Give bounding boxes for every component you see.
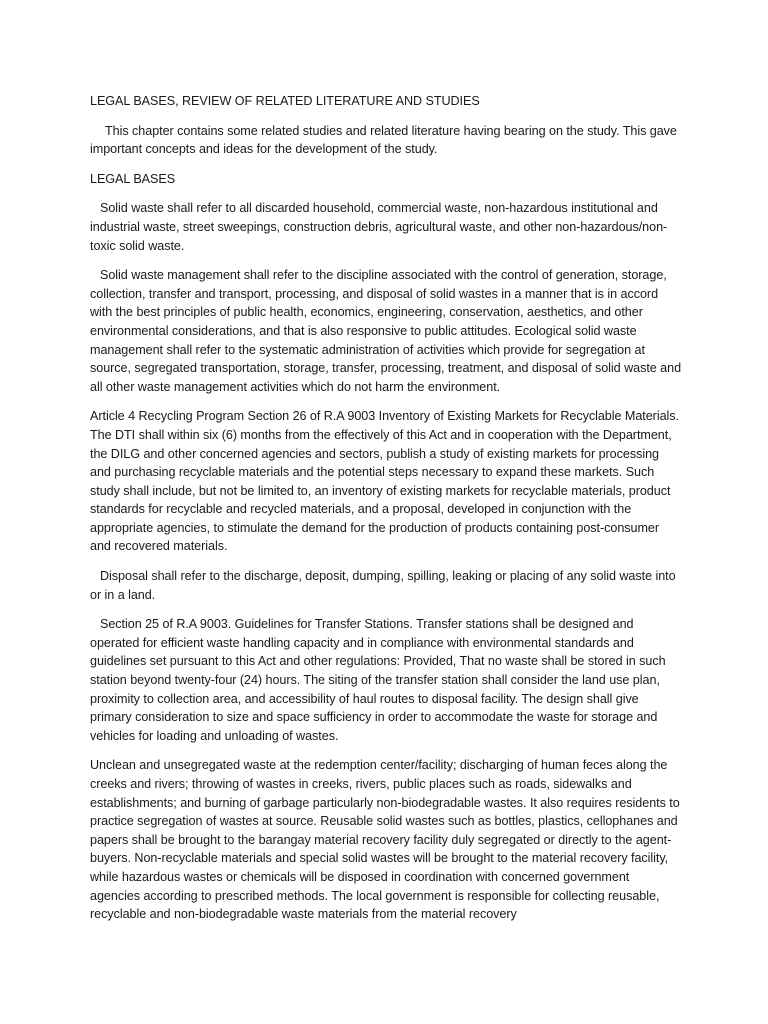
- section-heading-legal-bases: LEGAL BASES: [90, 171, 176, 186]
- paragraph-section-25-transfer-stations: Section 25 of R.A 9003. Guidelines for Transfer Stations. Transfer stations shall be designed and operated for efficient waste handling capacity and in compliance with environmental standards and guidelines set pursuant to this Act and other regulations: Provided, That no waste shall be stored in such station beyond twenty-four (24) hours. The siting of the transfer station shall consider the land use plan, proximity to collection area, and accessibility of haul routes to disposal facility. The design shall give primary consideration to size and space sufficiency in order to accommodate the waste for storage and vehicles for loading and unloading of wastes.: [90, 617, 666, 743]
- chapter-title: LEGAL BASES, REVIEW OF RELATED LITERATURE AND STUDIES: [90, 94, 480, 108]
- paragraph-solid-waste-management: Solid waste management shall refer to the discipline associated with the control of generation, storage, collection, transfer and transport, processing, and disposal of solid wastes in a manner that is in accord with the best principles of public health, economics, engineering, conservation, aesthetics, and other environmental considerations, and that is also responsive to public attitudes. Ecological solid waste management shall refer to the systematic administration of activities which provide for segregation at source, segregated transportation, storage, transfer, processing, treatment, and disposal of solid waste and all other waste management activities which do not harm the environment.: [90, 268, 682, 394]
- intro-paragraph: This chapter contains some related studies and related literature having bearing on the study. This gave important concepts and ideas for the development of the study.: [90, 123, 677, 157]
- paragraph-article-4-recycling: Article 4 Recycling Program Section 26 of R.A 9003 Inventory of Existing Markets for Recyclable Materials. The DTI shall within six (6) months from the effectively of this Act and in cooperation with the Department, the DILG and other concerned agencies and sectors, publish a study of existing markets for processing and purchasing recyclable materials and the potential steps necessary to expand these markets. Such study shall include, but not be limited to, an inventory of existing markets for recyclable materials, product standards for recyclable and recycled materials, and a proposal, developed in conjunction with the appropriate agencies, to stimulate the demand for the production of products containing post-consumer and recovered materials.: [90, 409, 679, 554]
- paragraph-unclean-waste: Unclean and unsegregated waste at the redemption center/facility; discharging of human feces along the creeks and rivers; throwing of wastes in creeks, rivers, public places such as roads, sidewalks and establishments; and burning of garbage particularly non-biodegradable wastes. It also requires residents to practice segregation of wastes at source. Reusable solid wastes such as bottles, plastics, cellophanes and papers shall be brought to the barangay material recovery facility duly segregated or directly to the agent-buyers. Non-recyclable materials and special solid wastes will be brought to the material recovery facility, while hazardous wastes or chemicals will be disposed in coordination with concerned government agencies according to prescribed methods. The local government is responsible for collecting reusable, recyclable and non-biodegradable waste materials from the material recovery: [90, 758, 680, 922]
- document-page: [90, 92, 682, 935]
- paragraph-disposal-definition: Disposal shall refer to the discharge, deposit, dumping, spilling, leaking or placing of any solid waste into or in a land.: [90, 569, 676, 602]
- paragraph-solid-waste-definition: Solid waste shall refer to all discarded household, commercial waste, non-hazardous institutional and industrial waste, street sweepings, construction debris, agricultural waste, and other non-hazardous/non-toxic solid waste.: [90, 201, 668, 253]
